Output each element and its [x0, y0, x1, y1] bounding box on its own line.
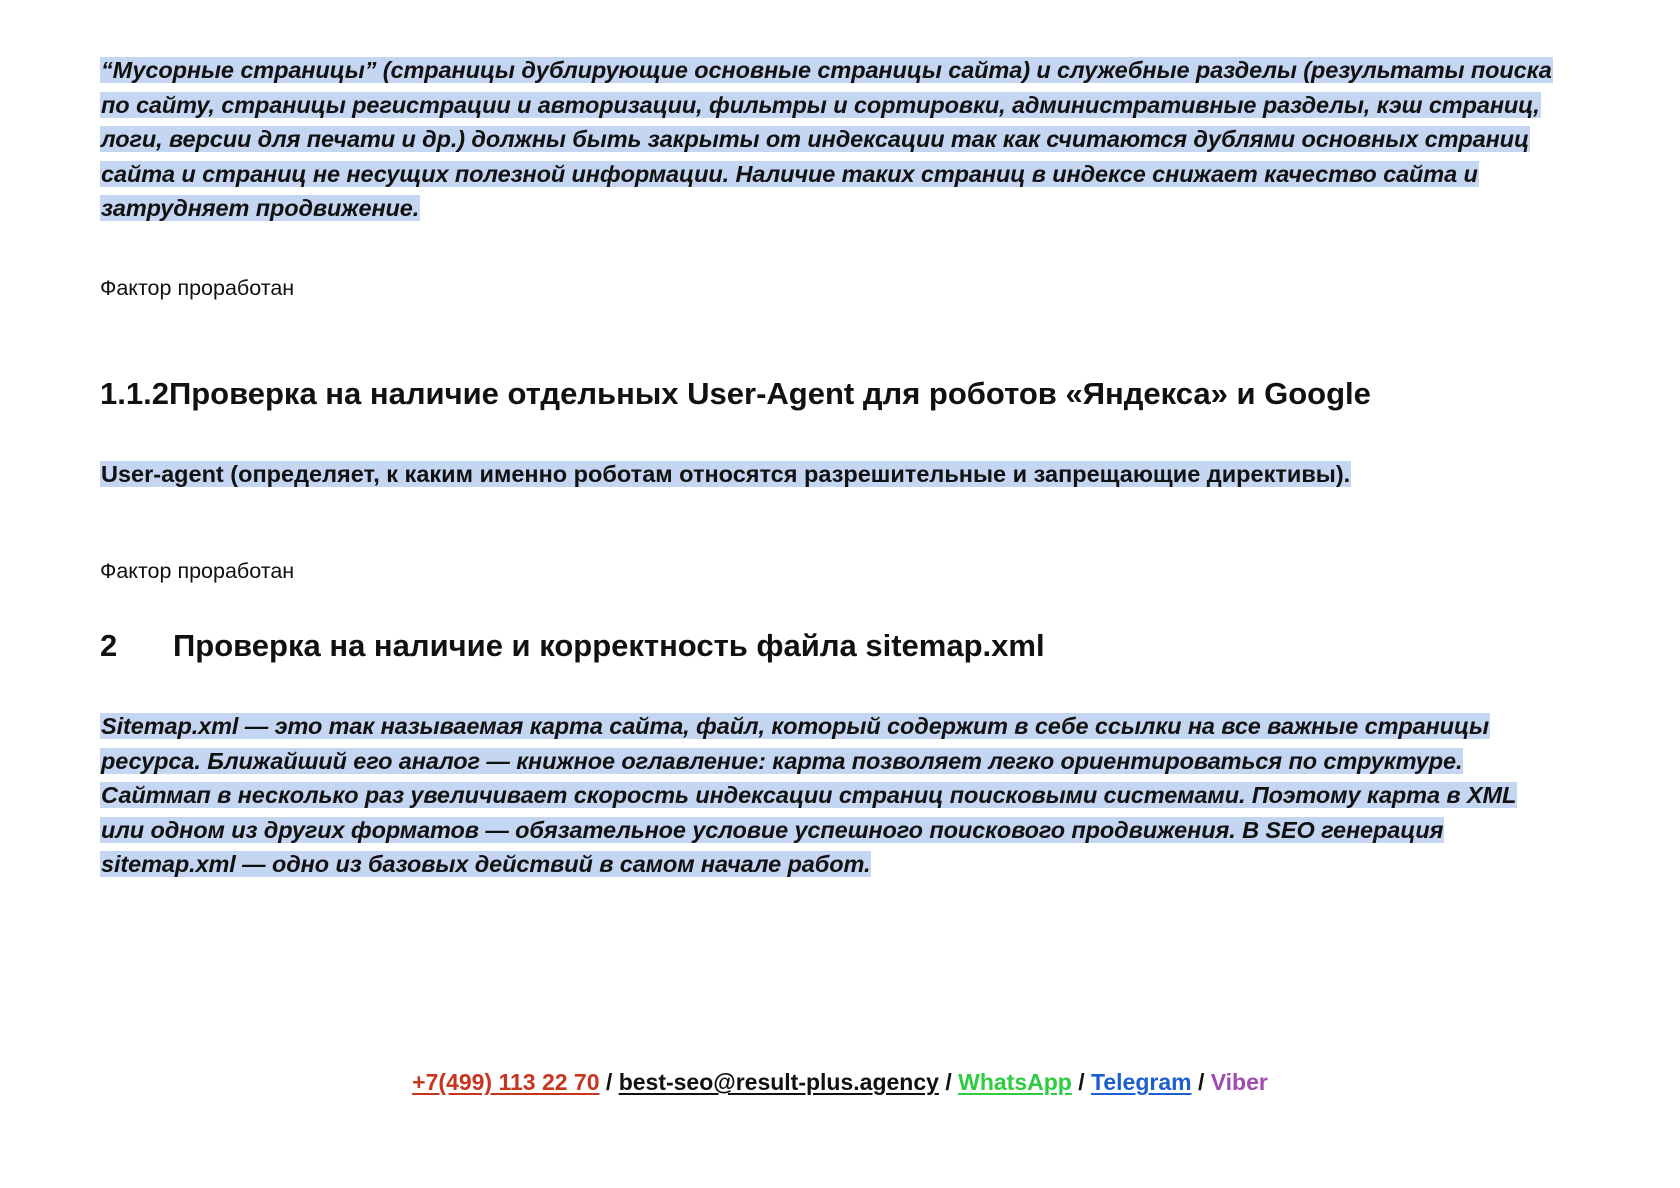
- telegram-link[interactable]: Telegram: [1091, 1069, 1192, 1095]
- sitemap-paragraph: [100, 709, 1560, 882]
- user-agent-paragraph: [100, 457, 1560, 491]
- section-heading-2: [100, 626, 1560, 666]
- separator: /: [605, 1069, 613, 1095]
- phone-link[interactable]: +7(499) 113 22 70: [412, 1069, 600, 1095]
- separator: /: [1197, 1069, 1205, 1095]
- footer-contacts: [0, 1065, 1680, 1099]
- garbage-pages-paragraph: [100, 53, 1560, 226]
- separator: /: [945, 1069, 952, 1095]
- viber-label: Viber: [1210, 1069, 1268, 1095]
- separator: /: [1078, 1069, 1085, 1095]
- section-heading-1-1-2: 1.1.2Проверка на наличие отдельных User-Agent для роботов «Яндекса» и Google: [100, 376, 1371, 411]
- section-number: 2: [100, 628, 118, 663]
- email-link[interactable]: best-seo@result-plus.agency: [618, 1069, 939, 1095]
- factor-status: Фактор проработан: [100, 559, 295, 583]
- highlighted-text: Sitemap.xml — это так называемая карта сайта, файл, который содержит в себе ссылки на все важные страницы ресурса. Ближайший его аналог — книжное оглавление: карта позволяет легко ориентироваться по структуре. Сайтмап в несколько раз увеличивает скорость индексации страниц поисковыми системами. Поэтому карта в XML или одном из других форматов — обязательное условие успешного поискового продвижения. В SEO генерация sitemap.xml — одно из базовых действий в самом начале работ.: [101, 713, 1517, 878]
- section-title: Проверка на наличие и корректность файла sitemap.xml: [173, 628, 1045, 663]
- highlighted-text: User-agent (определяет, к каким именно роботам относятся разрешительные и запрещающие директивы).: [101, 461, 1351, 487]
- factor-status: Фактор проработан: [100, 276, 295, 300]
- whatsapp-link[interactable]: WhatsApp: [958, 1069, 1072, 1095]
- highlighted-text: “Мусорные страницы” (страницы дублирующие основные страницы сайта) и служебные разделы (результаты поиска по сайту, страницы регистрации и авторизации, фильтры и сортировки, административные разделы, кэш страниц, логи, версии для печати и др.) должны быть закрыты от индексации так как считаются дублями основных страниц сайта и страниц не несущих полезной информации. Наличие таких страниц в индексе снижает качество сайта и затрудняет продвижение.: [101, 57, 1552, 222]
